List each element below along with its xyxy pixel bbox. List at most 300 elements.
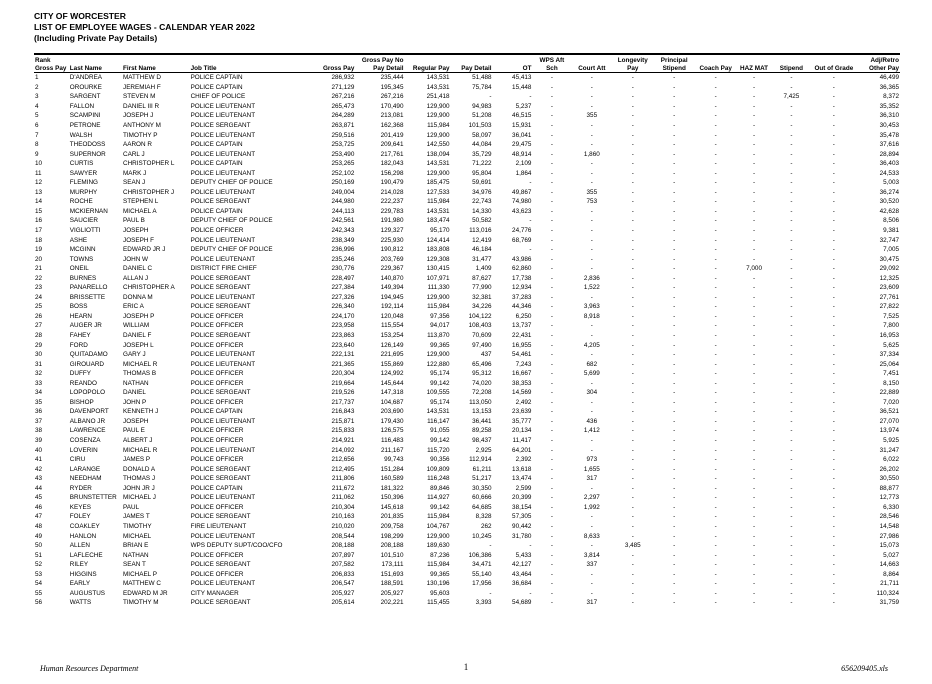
table-cell: - [832, 360, 835, 368]
table-cell: - [550, 169, 553, 177]
table-cell: JAMES T [123, 513, 150, 521]
table-cell: POLICE OFFICER [190, 456, 244, 464]
table-cell: 143,531 [426, 160, 450, 168]
table-cell: - [832, 74, 835, 82]
table-cell: SCAMPINI [69, 112, 101, 120]
table-cell: - [673, 446, 676, 454]
table-cell: 51 [35, 551, 43, 559]
table-cell: 28 [35, 332, 43, 340]
table-cell: - [631, 322, 634, 330]
table-cell: 115,984 [427, 303, 450, 311]
table-cell: 20,134 [512, 427, 532, 435]
table-cell: 31,477 [472, 255, 492, 263]
table-cell: 192,114 [381, 303, 404, 311]
table-cell: - [832, 417, 835, 425]
table-cell: POLICE SERGEANT [190, 274, 251, 282]
table-cell: 35,777 [512, 417, 532, 425]
table-cell: 99,743 [384, 456, 404, 464]
table-cell: QUITADAMO [69, 351, 108, 359]
table-cell: 202,221 [380, 599, 404, 607]
table-cell: 13,974 [879, 427, 899, 435]
table-cell: 111,330 [427, 284, 450, 292]
table-cell: - [714, 370, 717, 378]
table-row [34, 331, 900, 341]
table-row [34, 570, 900, 580]
table-row [34, 388, 900, 398]
table-cell: 17,956 [472, 580, 492, 588]
table-cell: 205,927 [331, 589, 355, 597]
table-cell: - [714, 427, 717, 435]
table-cell: 151,284 [380, 465, 404, 473]
table-cell: PAUL E [123, 427, 145, 435]
table-cell: LAWRENCE [69, 427, 106, 435]
table-cell: - [714, 570, 717, 578]
table-cell: 214,028 [380, 188, 404, 196]
table-cell: 101,503 [468, 121, 492, 129]
table-cell: 91,055 [430, 427, 450, 435]
table-cell: MARK J [123, 169, 147, 177]
table-cell: HANLON [69, 532, 97, 540]
table-cell: 317 [586, 475, 598, 483]
table-cell: - [752, 121, 756, 129]
table-cell: - [590, 179, 593, 187]
table-cell: - [752, 341, 756, 349]
table-cell: - [631, 599, 634, 607]
table-cell: - [550, 370, 553, 378]
table-cell: - [673, 532, 676, 540]
table-cell: 43,623 [512, 207, 532, 215]
table-cell: - [714, 446, 717, 454]
table-cell: - [790, 446, 793, 454]
table-cell: - [714, 379, 717, 387]
table-cell: DUFFY [69, 370, 91, 378]
table-cell: HIGGINS [69, 570, 97, 578]
footer-page-number: 1 [463, 662, 469, 672]
table-cell: POLICE LIEUTENANT [190, 417, 256, 425]
table-cell: 43,464 [512, 570, 532, 578]
table-cell: POLICE SERGEANT [190, 284, 251, 292]
table-cell: - [790, 150, 793, 158]
table-cell: 107,971 [426, 274, 450, 282]
table-cell: - [790, 379, 793, 387]
table-cell: POLICE LIEUTENANT [190, 236, 256, 244]
table-cell: - [590, 408, 593, 416]
table-cell: 36,274 [879, 188, 899, 196]
table-cell: - [550, 513, 553, 521]
table-cell: MICHAEL R [123, 446, 158, 454]
table-cell: - [631, 227, 634, 234]
table-cell: - [590, 484, 593, 492]
table-cell: 22,431 [512, 332, 532, 340]
table-cell: - [832, 198, 835, 206]
table-cell: - [631, 437, 634, 445]
table-cell: - [550, 522, 553, 530]
table-cell: 50,582 [472, 217, 492, 225]
table-row [34, 302, 900, 312]
column-header: Court Att [571, 57, 612, 73]
table-cell: SAWYER [69, 169, 98, 177]
table-cell: JOSEPH L [123, 341, 154, 349]
table-cell: - [714, 74, 717, 82]
table-cell: - [714, 169, 717, 177]
table-cell: POLICE OFFICER [190, 370, 244, 378]
table-cell: 190,812 [380, 246, 404, 254]
table-cell: - [550, 284, 553, 292]
table-cell: DANIEL C [123, 265, 153, 273]
table-cell: 227,384 [331, 284, 355, 292]
table-cell: POLICE SERGEANT [190, 599, 251, 607]
table-cell: 12,419 [472, 236, 492, 244]
table-cell: - [550, 141, 553, 149]
table-cell: - [590, 217, 593, 225]
table-cell: 104,767 [426, 522, 450, 530]
table-cell: - [590, 169, 593, 177]
table-cell: 170,490 [380, 102, 404, 110]
table-cell: VIGLIOTTI [69, 227, 101, 234]
table-cell: - [832, 284, 835, 292]
table-cell: JOHN W [123, 255, 149, 263]
table-cell: 208,188 [331, 542, 355, 550]
table-cell: FALLON [69, 102, 95, 110]
table-cell: ALLAN J [123, 274, 149, 282]
table-cell: 2 [35, 83, 39, 91]
table-cell: - [550, 503, 553, 511]
table-cell: POLICE LIEUTENANT [190, 112, 256, 120]
table-cell: POLICE SERGEANT [190, 475, 251, 483]
table-cell: 44,346 [512, 303, 532, 311]
table-cell: - [790, 341, 793, 349]
table-cell: 215,833 [331, 427, 355, 435]
table-cell: - [752, 551, 756, 559]
table-cell: JOSEPH J [123, 112, 154, 120]
table-cell: 3,963 [583, 303, 600, 311]
table-row [34, 245, 900, 255]
table-cell: - [550, 446, 553, 454]
table-cell: - [550, 561, 553, 569]
table-cell: 265,473 [331, 102, 355, 110]
table-cell: 188,591 [380, 580, 404, 588]
table-cell: 1,412 [583, 427, 600, 435]
table-cell: 223,958 [331, 322, 355, 330]
table-cell: 43,986 [512, 255, 532, 263]
table-cell: - [790, 570, 793, 578]
table-cell: - [673, 360, 676, 368]
table-cell: - [550, 322, 553, 330]
column-header: Adj/Retro Other Pay [857, 57, 900, 73]
table-cell: 129,900 [426, 293, 450, 301]
table-cell: - [631, 370, 634, 378]
table-cell: 90,442 [512, 522, 532, 530]
table-cell: - [631, 102, 634, 110]
table-cell: DEPUTY CHIEF OF POLICE [190, 217, 273, 225]
table-cell: 13,153 [472, 408, 492, 416]
table-row [34, 417, 900, 427]
table-cell: 5,003 [883, 179, 899, 187]
table-cell: - [550, 93, 553, 101]
table-cell: - [790, 332, 793, 340]
table-cell: - [631, 580, 634, 588]
table-cell: 217,761 [380, 150, 404, 158]
table-cell: 51,208 [472, 112, 492, 120]
table-cell: 16,667 [512, 370, 532, 378]
table-row [34, 551, 900, 561]
table-cell: 162,368 [380, 121, 404, 129]
table-cell: - [631, 589, 634, 597]
table-cell: 2,836 [583, 274, 600, 282]
table-cell: 14,569 [512, 389, 532, 397]
table-cell: - [590, 141, 593, 149]
table-cell: 115,455 [427, 599, 450, 607]
table-cell: 198,299 [380, 532, 404, 540]
table-cell: - [790, 312, 793, 320]
column-header: Longevity Pay [612, 57, 653, 73]
table-cell: POLICE OFFICER [190, 341, 244, 349]
table-cell: MICHAEL P [123, 570, 157, 578]
table-cell: WALSH [69, 131, 93, 139]
table-cell: 95,174 [430, 370, 450, 378]
table-cell: - [790, 198, 793, 206]
table-cell: 21 [35, 265, 43, 273]
table-cell: 18 [35, 236, 43, 244]
table-cell: - [631, 532, 634, 540]
table-cell: 224,170 [331, 312, 355, 320]
table-cell: - [550, 112, 553, 120]
table-cell: 6,250 [515, 312, 532, 320]
table-cell: POLICE LIEUTENANT [190, 188, 256, 196]
table-cell: - [832, 542, 835, 550]
table-cell: POLICE OFFICER [190, 437, 244, 445]
table-cell: 213,081 [380, 112, 404, 120]
table-cell: 7,451 [883, 370, 899, 378]
table-cell: 42 [35, 465, 43, 473]
table-cell: 36,521 [879, 408, 899, 416]
table-cell: ASHE [69, 236, 88, 244]
table-cell: - [631, 74, 634, 82]
table-cell: 201,835 [380, 513, 404, 521]
table-cell: 87,236 [430, 551, 450, 559]
table-cell: RILEY [69, 561, 89, 569]
table-row [34, 130, 900, 140]
table-cell: 115,720 [427, 446, 450, 454]
table-cell: 74,020 [472, 379, 492, 387]
table-cell: - [673, 131, 676, 139]
table-cell: - [752, 255, 756, 263]
table-cell: 62,860 [512, 265, 532, 273]
table-cell: - [832, 322, 835, 330]
table-cell: 8,918 [583, 312, 600, 320]
table-cell: 208,544 [331, 532, 355, 540]
table-cell: 8,864 [883, 570, 899, 578]
table-cell: AUGER JR [69, 322, 102, 330]
table-row [34, 312, 900, 322]
table-cell: - [550, 160, 553, 168]
table-cell: - [832, 379, 835, 387]
table-cell: 27,822 [879, 303, 899, 311]
table-cell: POLICE OFFICER [190, 551, 244, 559]
table-cell: - [631, 93, 634, 101]
table-cell: CHRISTOPHER J [123, 188, 175, 196]
table-cell: 32 [35, 370, 43, 378]
table-cell: - [790, 303, 793, 311]
table-cell: 8,372 [883, 93, 899, 101]
table-cell: - [631, 417, 634, 425]
table-cell: BRISSETTE [69, 293, 106, 301]
table-cell: POLICE LIEUTENANT [190, 446, 256, 454]
table-cell: 114,927 [427, 494, 450, 502]
table-cell: 50 [35, 542, 43, 550]
table-cell: 7,020 [883, 398, 899, 406]
table-cell: 27 [35, 322, 43, 330]
table-cell: 181,322 [380, 484, 404, 492]
table-cell: - [550, 389, 553, 397]
table-row [34, 579, 900, 589]
table-cell: 226,340 [331, 303, 355, 311]
table-cell: BRUNSTETTER [69, 494, 117, 502]
table-cell: - [832, 141, 835, 149]
table-cell: 24,533 [879, 169, 899, 177]
table-cell: 5,433 [515, 551, 532, 559]
table-cell: 61,211 [472, 465, 492, 473]
table-cell: THOMAS J [123, 475, 156, 483]
table-cell: 99,142 [430, 379, 450, 387]
table-cell: - [631, 503, 634, 511]
table-cell: - [673, 207, 676, 215]
table-cell: 3 [35, 93, 39, 101]
table-cell: - [550, 121, 553, 129]
table-cell: - [832, 312, 835, 320]
table-cell: - [790, 217, 793, 225]
table-cell: 4 [35, 102, 39, 110]
report-title-block [34, 11, 255, 44]
table-row [34, 598, 900, 608]
table-cell: - [714, 437, 717, 445]
table-cell: - [631, 398, 634, 406]
table-cell: - [631, 188, 634, 196]
table-cell: POLICE CAPTAIN [190, 83, 243, 91]
table-cell: - [790, 389, 793, 397]
table-cell: - [832, 427, 835, 435]
table-cell: 94,983 [472, 102, 492, 110]
table-cell: - [590, 322, 593, 330]
table-cell: - [673, 522, 676, 530]
table-cell: - [832, 207, 835, 215]
table-cell: 99,365 [430, 570, 450, 578]
column-header: Coach Pay [695, 57, 736, 73]
table-cell: - [714, 551, 717, 559]
table-cell: 46,515 [512, 112, 532, 120]
table-cell: - [550, 589, 553, 597]
table-cell: 145,644 [380, 379, 404, 387]
table-cell: POLICE LIEUTENANT [190, 255, 256, 263]
table-row [34, 512, 900, 522]
table-cell: - [714, 265, 717, 273]
table-cell: - [752, 484, 756, 492]
column-header: Regular Pay [405, 57, 451, 73]
table-cell: - [590, 589, 593, 597]
table-cell: POLICE CAPTAIN [190, 141, 243, 149]
table-row [34, 178, 900, 188]
table-cell: - [752, 446, 756, 454]
table-cell: - [790, 274, 793, 282]
table-cell: - [714, 160, 717, 168]
table-row [34, 522, 900, 532]
table-row [34, 255, 900, 265]
table-row [34, 369, 900, 379]
table-cell: - [752, 532, 756, 540]
table-row [34, 398, 900, 408]
table-cell: - [590, 236, 593, 244]
table-cell: - [790, 532, 793, 540]
table-cell: 221,365 [331, 360, 355, 368]
table-cell: 10,245 [472, 532, 492, 540]
column-header: Gross Pay No Pay Detail [355, 57, 404, 73]
table-cell: 7,525 [883, 312, 899, 320]
table-cell: 230,776 [331, 265, 355, 273]
table-cell: - [752, 312, 756, 320]
table-cell: 37 [35, 417, 43, 425]
table-cell: POLICE CAPTAIN [190, 74, 243, 82]
table-row [34, 531, 900, 541]
table-cell: - [832, 370, 835, 378]
table-cell: - [714, 246, 717, 254]
table-cell: BOSS [69, 303, 88, 311]
table-cell: CARL J [123, 150, 145, 158]
table-cell: 56 [35, 599, 43, 607]
table-cell: 212,495 [331, 465, 355, 473]
table-cell: 88,877 [879, 484, 899, 492]
table-cell: - [550, 255, 553, 263]
table-cell: 130,196 [426, 580, 450, 588]
table-cell: 22 [35, 274, 43, 282]
table-cell: 14,330 [472, 207, 492, 215]
table-cell: 110,324 [876, 589, 899, 597]
table-cell: - [752, 417, 756, 425]
table-cell: - [790, 351, 793, 359]
table-cell: TOWNS [69, 255, 94, 263]
table-cell: - [790, 437, 793, 445]
table-cell: 140,870 [380, 274, 404, 282]
table-cell: DANIEL III R [123, 102, 160, 110]
table-cell: - [590, 570, 593, 578]
table-cell: - [550, 580, 553, 588]
table-cell: - [714, 236, 717, 244]
table-cell: 145,618 [380, 503, 404, 511]
table-cell: CHRISTOPHER A [123, 284, 175, 292]
table-cell: 46,184 [472, 246, 492, 254]
table-cell: 75,784 [472, 83, 492, 91]
table-cell: - [790, 599, 793, 607]
table-cell: 251,418 [426, 93, 450, 101]
table-cell: POLICE SERGEANT [190, 389, 251, 397]
table-cell: - [550, 179, 553, 187]
table-cell: - [714, 542, 717, 550]
table-cell: 2,392 [515, 456, 532, 464]
table-cell: 126,149 [380, 341, 404, 349]
table-cell: 151,693 [380, 570, 404, 578]
table-cell: 21,711 [880, 580, 899, 588]
table-cell: 2,492 [515, 398, 532, 406]
table-cell: 242,343 [331, 227, 355, 234]
table-cell: - [673, 160, 676, 168]
report-city: CITY OF WORCESTER [34, 11, 126, 21]
table-cell: - [790, 408, 793, 416]
table-cell: 90,356 [430, 456, 450, 464]
table-cell: 25 [35, 303, 43, 311]
table-cell: AARON R [123, 141, 152, 149]
table-cell: 8,633 [583, 532, 600, 540]
table-cell: POLICE CAPTAIN [190, 207, 243, 215]
table-cell: - [832, 475, 835, 483]
